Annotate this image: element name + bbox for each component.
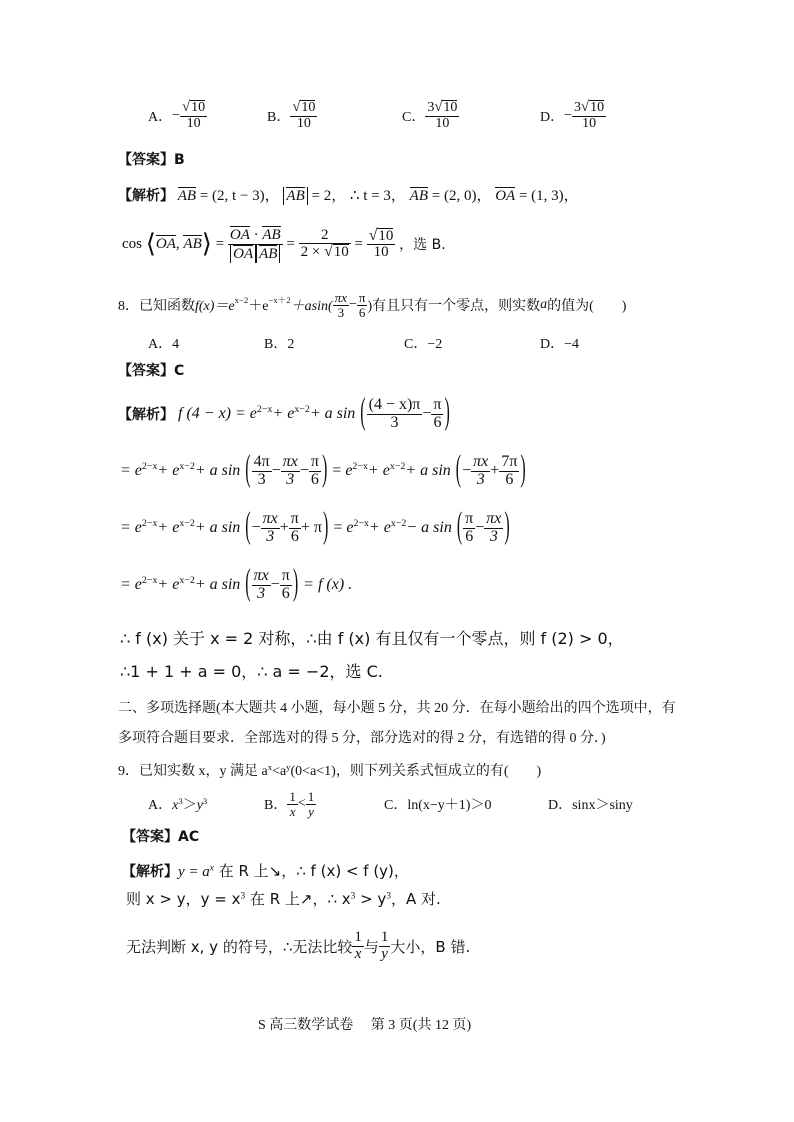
q8-analysis-line4: = $e^{2-x}+ e^{x-2}+ a$ sin ( $\frac{\pi x}{3}$ − $\frac{\pi}{6}$ ) = f (x) . — [120, 564, 353, 604]
q9-answer: 【答案】AC — [122, 829, 200, 845]
increasing-arrow-icon: ↗ — [299, 890, 313, 908]
q9-analysis-line2: 则 x > y，$y = x^3$ 在 R 上↗，∴ $x^3 > y^3$，A 对. — [126, 890, 441, 908]
l2-frac-d: $\frac{\pi x}{3}$ — [473, 453, 489, 488]
q7-option-d: D．− $\frac{3√10}{10}$ — [540, 99, 605, 131]
l1-frac-b: $\frac{\pi}{6}$ — [433, 396, 442, 431]
q8-frac1: $\frac{\pi x}{3}$ — [334, 290, 347, 320]
q9-frac-1y: $\frac{1}{y}$ — [380, 929, 389, 962]
q7-d-fraction: $\frac{3√10}{10}$ — [574, 99, 605, 131]
q7-option-c: C． $\frac{3√10}{10}$ — [402, 99, 458, 131]
l3-frac-d: $\frac{\pi x}{3}$ — [486, 510, 502, 545]
q8-conclusion-1: ∴ f (x) 关于 x = 2 对称，∴由 f (x) 有且仅有一个零点，则 f (2) > 0， — [120, 629, 624, 648]
q9-b-frac2: $\frac{1}{y}$ — [307, 789, 315, 819]
q9-option-a: A．$x^3>y^3$ — [148, 795, 208, 813]
q9-option-b: B． $\frac{1}{x}$ < $\frac{1}{y}$ — [264, 789, 315, 819]
page-footer: S 高三数学试卷 第 3 页(共 12 页) — [258, 1018, 472, 1033]
q9-stem: 9．已知实数 x，y 满足 $a^x<a^y(0<a<1)$，则下列关系式恒成立的有( ) — [118, 761, 542, 779]
q8-option-a: A．4 — [148, 337, 180, 352]
l3-frac-c: $\frac{\pi}{6}$ — [465, 510, 474, 545]
q8-option-c: C．−2 — [404, 337, 443, 352]
value-fraction: $\frac{2}{2 \times √10}$ — [300, 226, 349, 261]
l2-frac-a: $\frac{4\pi}{3}$ — [253, 453, 270, 488]
q7-a-fraction: $\frac{√10}{10}$ — [182, 99, 206, 131]
q7-c-fraction: $\frac{3√10}{10}$ — [427, 99, 458, 131]
q9-b-frac1: $\frac{1}{x}$ — [289, 789, 296, 819]
q8-analysis-line2: = $e^{2-x}+ e^{x-2}+ a$ sin ( $\frac{4\pi}{3}$ − $\frac{\pi x}{3}$ − $\frac{\pi}{6}$ ) = $e^{2-x}+ e^{x-2}+ a$ sin (− $\frac{\pi x}{3}$ + $\frac{7\pi}{6}$ ) — [120, 450, 526, 490]
q8-option-b: B．2 — [264, 337, 295, 352]
q7-answer: 【答案】B — [118, 152, 185, 168]
q8-conclusion-2: ∴1 + 1 + a = 0，∴ a = −2，选 C. — [120, 662, 383, 681]
q8-analysis-line3: = $e^{2-x}+ e^{x-2}+ a$ sin (− $\frac{\pi x}{3}$ + $\frac{\pi}{6}$ + $\pi) = e^{2-x}+ e^{x-2}- a$ sin ( $\frac{\pi}{6}$ − $\frac{\pi x}{3}$ ) — [120, 507, 510, 547]
q7-analysis-line1: 【解析】 AB = (2, t − 3)， AB = 2， ∴ t = 3， AB = (2, 0)， OA = (1, 3)， — [118, 186, 579, 204]
q7-option-b: B． $\frac{√10}{10}$ — [267, 99, 316, 131]
q9-analysis-line3: 无法判断 x, y 的符号，∴无法比较 $\frac{1}{x}$ 与 $\frac{1}{y}$ 大小，B 错. — [126, 929, 471, 962]
l2-frac-e: $\frac{7\pi}{6}$ — [501, 453, 518, 488]
q9-frac-1x: $\frac{1}{x}$ — [354, 929, 362, 962]
result-fraction: $\frac{√10}{10}$ — [368, 226, 394, 261]
section2-line1: 二、多项选择题(本大题共 4 小题，每小题 5 分，共 20 分．在每小题给出的四个选项中，有 — [118, 701, 676, 716]
l3-frac-a: $\frac{\pi x}{3}$ — [262, 510, 278, 545]
q9-option-d: D．sinx＞siny — [548, 798, 633, 813]
q8-option-d: D．−4 — [540, 337, 580, 352]
l2-frac-c: $\frac{\pi}{6}$ — [310, 453, 319, 488]
l4-frac-b: $\frac{\pi}{6}$ — [281, 567, 290, 602]
decreasing-arrow-icon: ↘ — [268, 862, 282, 880]
q9-analysis-line1: 【解析】$y = a^x$ 在 R 上↘，∴ f (x) < f (y)， — [122, 862, 409, 880]
q8-stem: 8．已知函数$f(x)=e^{x-2}+e^{-x+2}+asin$( $\frac{\pi x}{3}$ − $\frac{\pi}{6}$ )有且只有一个零点，则实数a的值为( ) — [118, 290, 627, 320]
q8-analysis-line1: 【解析】 f $(4 - x) = e^{2-x}+ e^{x-2}+ a$ sin ( $\frac{(4 - x)\pi}{3}$ − $\frac{\pi}{6}$ ) — [118, 393, 450, 433]
l4-frac-a: $\frac{\pi x}{3}$ — [253, 567, 269, 602]
section2-line2: 多项符合题目要求．全部选对的得 5 分，部分选对的得 2 分，有选错的得 0 分．) — [118, 731, 606, 746]
l3-frac-b: $\frac{\pi}{6}$ — [290, 510, 299, 545]
q7-b-fraction: $\frac{√10}{10}$ — [292, 99, 316, 131]
l2-frac-b: $\frac{\pi x}{3}$ — [282, 453, 298, 488]
l1-frac-a: $\frac{(4 - x)\pi}{3}$ — [368, 396, 421, 431]
q7-analysis-line2: cos ⟨OA, AB⟩ = $\frac{OA \cdot AB}{\text{OA AB}}$ = $\frac{2}{2 \times √10}$ = $\frac{√10}{10}$ ，选 B. — [122, 226, 446, 262]
q7-option-a: A．− $\frac{√10}{10}$ — [148, 99, 206, 131]
q8-frac2: $\frac{\pi}{6}$ — [358, 290, 366, 320]
cos-fraction: $\frac{OA \cdot AB}{\text{OA AB}}$ — [229, 227, 281, 262]
q8-answer: 【答案】C — [118, 363, 185, 379]
q9-option-c: C．ln(x−y＋1)＞0 — [384, 798, 492, 813]
